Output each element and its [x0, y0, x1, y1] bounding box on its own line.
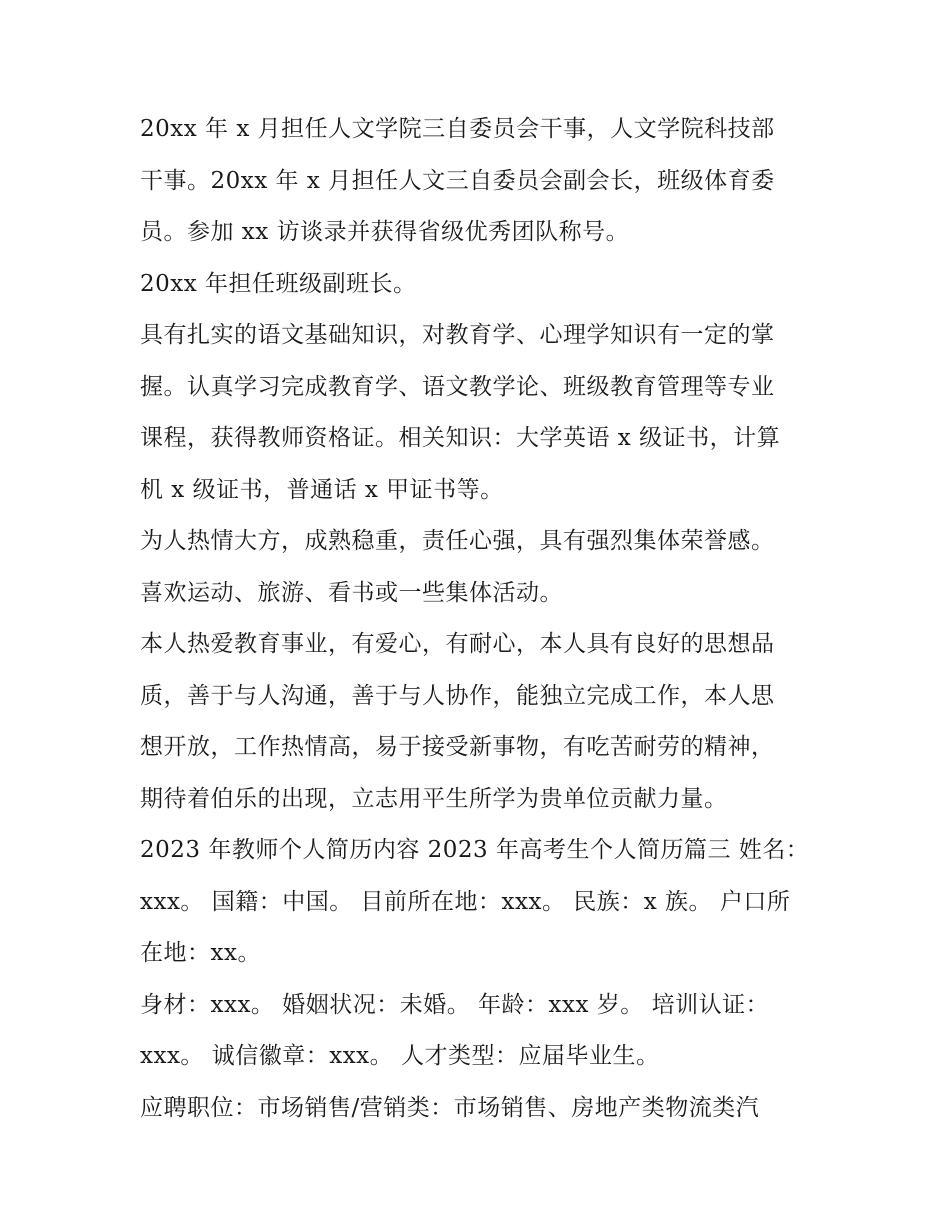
text-line: 为人热情大方，成熟稳重，责任心强，具有强烈集体荣誉感。 — [140, 528, 775, 554]
paragraph-desired-position — [140, 1083, 816, 1135]
paragraph-positions — [140, 104, 816, 259]
text-line: 课程，获得教师资格证。相关知识：大学英语 x 级证书，计算 — [140, 425, 781, 451]
text-line: 质，善于与人沟通，善于与人协作，能独立完成工作，本人思 — [140, 682, 775, 709]
text-line: 想开放，工作热情高，易于接受新事物，有吃苦耐劳的精神， — [140, 734, 775, 760]
text-line: 干事。20xx 年 x 月担任人文三自委员会副会长，班级体育委 — [140, 167, 775, 194]
document-body — [140, 104, 816, 1134]
text-line: 在地：xx。 — [140, 940, 261, 966]
paragraph-self-evaluation — [140, 619, 816, 825]
text-line: 喜欢运动、旅游、看书或一些集体活动。 — [140, 579, 563, 606]
text-line: 具有扎实的语文基础知识，对教育学、心理学知识有一定的掌 — [140, 322, 775, 348]
paragraph-knowledge — [140, 310, 816, 516]
text-line: xxx。 国籍：中国。 目前所在地：xxx。 民族：x 族。 户口所 — [140, 888, 791, 915]
text-line: 20xx 年 x 月担任人文学院三自委员会干事，人文学院科技部 — [140, 116, 775, 142]
text-line: 应聘职位：市场销售/营销类：市场销售、房地产类物流类汽 — [140, 1094, 760, 1121]
text-line: 员。参加 xx 访谈录并获得省级优秀团队称号。 — [140, 219, 630, 245]
text-line: xxx。 诚信徽章：xxx。 人才类型：应届毕业生。 — [140, 1043, 660, 1069]
paragraph-basic-info — [140, 825, 816, 980]
text-line: 握。认真学习完成教育学、语文教学论、班级教育管理等专业 — [140, 373, 775, 400]
text-line: 本人热爱教育事业，有爱心，有耐心，本人具有良好的思想品 — [140, 631, 775, 657]
paragraph-class-monitor — [140, 259, 816, 311]
text-line: 2023 年教师个人简历内容 2023 年高考生个人简历篇三 姓名： — [140, 837, 810, 863]
text-line: 机 x 级证书，普通话 x 甲证书等。 — [140, 476, 504, 503]
paragraph-hobbies — [140, 568, 816, 620]
paragraph-personal-details — [140, 980, 816, 1083]
text-line: 20xx 年担任班级副班长。 — [140, 270, 417, 297]
paragraph-personality — [140, 516, 816, 568]
text-line: 身材：xxx。 婚姻状况：未婚。 年龄：xxx 岁。 培训认证： — [140, 991, 770, 1018]
text-line: 期待着伯乐的出现，立志用平生所学为贵单位贡献力量。 — [140, 785, 728, 812]
